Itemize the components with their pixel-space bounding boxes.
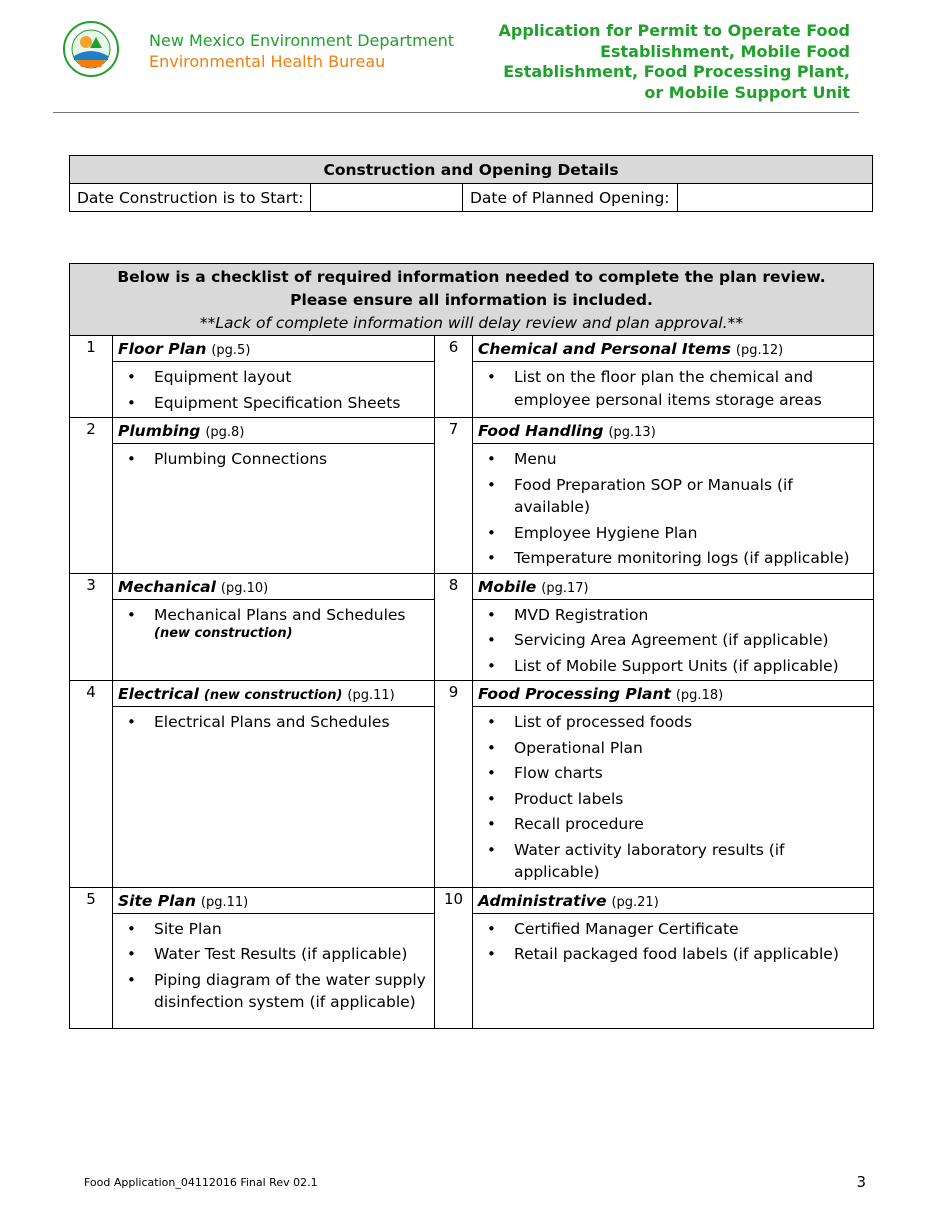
title-line: Establishment, Food Processing Plant,	[503, 62, 850, 82]
section-number: 10	[435, 887, 473, 1028]
section-administrative	[473, 887, 874, 1028]
section-title: Plumbing (pg.8)	[113, 418, 434, 444]
list-item: • Equipment Specification Sheets	[113, 392, 434, 415]
list-item: • Certified Manager Certificate	[473, 918, 873, 941]
section-title: Electrical (new construction) (pg.11)	[113, 681, 434, 707]
list-item: • Mechanical Plans and Schedules	[113, 604, 434, 627]
list-item: • Equipment layout	[113, 366, 434, 389]
section-electrical	[113, 681, 435, 888]
list-item: • Piping diagram of the water supply disinfection system (if applicable)	[113, 969, 434, 1014]
section-note: (new construction)	[154, 626, 293, 641]
construction-heading: Construction and Opening Details	[70, 156, 873, 184]
section-chemical-personal-items	[473, 336, 874, 418]
section-number: 6	[435, 336, 473, 418]
title-line: or Mobile Support Unit	[644, 83, 850, 103]
list-item: • Plumbing Connections	[113, 448, 434, 471]
section-food-processing-plant	[473, 681, 874, 888]
list-item: • Water Test Results (if applicable)	[113, 943, 434, 966]
bureau-name: Environmental Health Bureau	[149, 52, 386, 71]
section-title: Mechanical (pg.10)	[113, 574, 434, 600]
list-item: • Servicing Area Agreement (if applicable)	[473, 629, 873, 652]
section-number: 1	[70, 336, 113, 418]
title-line: Establishment, Mobile Food	[600, 41, 850, 61]
section-mobile	[473, 573, 874, 681]
checklist-warning: **Lack of complete information will delay review and plan approval.**	[199, 314, 744, 332]
list-item: • List on the floor plan the chemical and employee personal items storage areas	[473, 366, 873, 411]
page-number: 3	[856, 1173, 866, 1191]
section-number: 4	[70, 681, 113, 888]
list-item: • Retail packaged food labels (if applicable)	[473, 943, 873, 966]
section-number: 7	[435, 418, 473, 574]
construction-start-field[interactable]	[311, 184, 463, 212]
section-number: 5	[70, 887, 113, 1028]
list-item: • List of Mobile Support Units (if applicable)	[473, 655, 873, 678]
section-number: 3	[70, 573, 113, 681]
construction-details-table	[69, 155, 873, 212]
construction-start-label: Date Construction is to Start:	[70, 184, 311, 212]
department-block	[149, 30, 454, 72]
list-item: • Employee Hygiene Plan	[473, 522, 873, 545]
list-item: • Food Preparation SOP or Manuals (if available)	[473, 474, 873, 519]
title-line: Application for Permit to Operate Food	[498, 21, 850, 40]
list-item: • Product labels	[473, 788, 873, 811]
section-food-handling	[473, 418, 874, 574]
list-item: • Site Plan	[113, 918, 434, 941]
section-plumbing	[113, 418, 435, 574]
section-title: Floor Plan (pg.5)	[113, 336, 434, 362]
section-number: 2	[70, 418, 113, 574]
planned-opening-label: Date of Planned Opening:	[463, 184, 678, 212]
list-item: • MVD Registration	[473, 604, 873, 627]
list-item: • Water activity laboratory results (if applicable)	[473, 839, 873, 884]
section-title: Mobile (pg.17)	[473, 574, 873, 600]
section-number: 9	[435, 681, 473, 888]
department-name: New Mexico Environment Department	[149, 31, 455, 50]
list-item: • Operational Plan	[473, 737, 873, 760]
section-floor-plan	[113, 336, 435, 418]
section-number: 8	[435, 573, 473, 681]
plan-review-checklist	[69, 263, 874, 1029]
planned-opening-field[interactable]	[677, 184, 872, 212]
section-title: Administrative (pg.21)	[473, 888, 873, 914]
list-item: • Recall procedure	[473, 813, 873, 836]
document-id: Food Application_04112016 Final Rev 02.1	[84, 1176, 318, 1189]
section-title: Site Plan (pg.11)	[113, 888, 434, 914]
section-title: Food Handling (pg.13)	[473, 418, 873, 444]
list-item: • Flow charts	[473, 762, 873, 785]
checklist-heading-line: Please ensure all information is included.	[290, 291, 653, 309]
application-title	[430, 21, 850, 104]
section-title: Chemical and Personal Items (pg.12)	[473, 336, 873, 362]
section-site-plan	[113, 887, 435, 1028]
list-item: • List of processed foods	[473, 711, 873, 734]
nmed-logo	[62, 20, 120, 78]
section-title: Food Processing Plant (pg.18)	[473, 681, 873, 707]
list-item: • Temperature monitoring logs (if applicable)	[473, 547, 873, 570]
list-item: • Menu	[473, 448, 873, 471]
section-mechanical	[113, 573, 435, 681]
header-divider	[53, 112, 859, 113]
checklist-heading	[70, 264, 874, 336]
list-item: • Electrical Plans and Schedules	[113, 711, 434, 734]
checklist-heading-line: Below is a checklist of required information needed to complete the plan review.	[117, 268, 826, 286]
